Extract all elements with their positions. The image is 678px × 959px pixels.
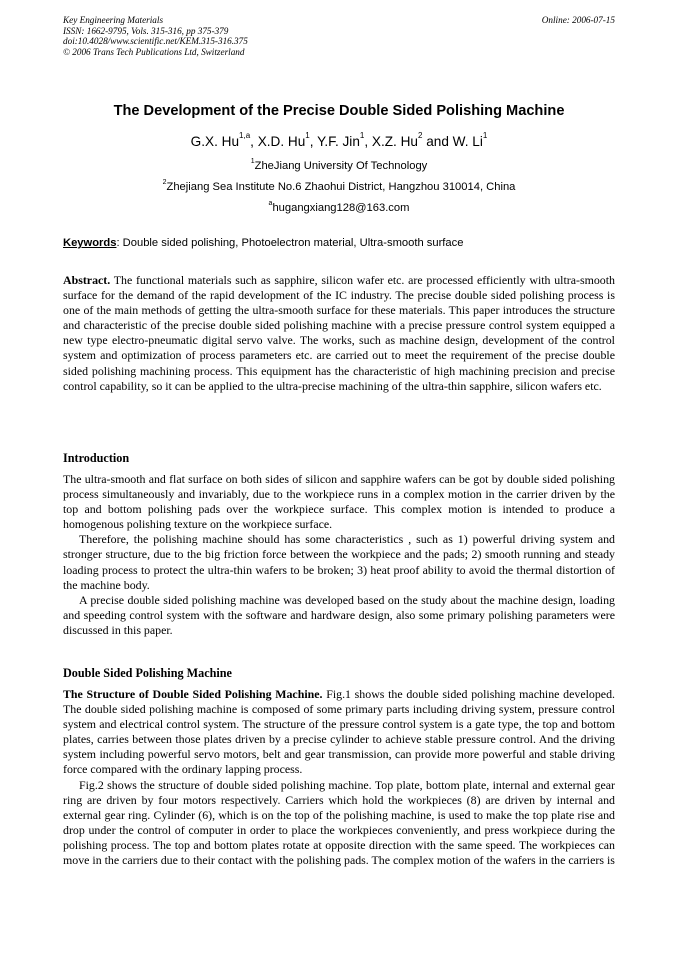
doi-line[interactable]: doi:10.4028/www.scientific.net/KEM.315-316.375	[63, 36, 248, 47]
section-machine-body	[63, 687, 615, 868]
machine-paragraph-2: Fig.2 shows the structure of double sided polishing machine. Top plate, bottom plate, internal and external gear ring are driven by four motors respectively. Carriers which hold the workpieces (8) are driven by internal and external gear ring. Cylinder (6), which is on the top of the polishing machine, is used to make the top plate rise and drop under the control of computer in order to place the workpieces conveniently, and press workpiece during the polishing process. The top and bottom plates rotate at opposite direction with the same speed. The workpieces can move in the carriers due to their contact with the polishing pads. The complex motion of the wafers in the carriers is	[63, 777, 615, 868]
author-sep: and	[422, 134, 453, 149]
author-name: W. Li	[452, 134, 483, 149]
machine-paragraph-1-text: Fig.1 shows the double sided polishing machine developed. The double sided polishing machine is composed of some primary parts including driving system, pressure control system and electrical control system. The structure of the pressure control system is a gate type, the top and bottom plates, carries between those plates driven by a precise cylinder to achieve stable pressure control. And the driving system including powerful servo motors, belt and gear transmission, can provide more powerful and stable driving force compared with the ordinary lapping process.	[63, 687, 615, 777]
author-sup: 1	[305, 131, 310, 140]
author-sup: 2	[417, 131, 423, 140]
keywords-line	[63, 237, 623, 249]
author-name: Y.F. Jin	[317, 134, 360, 149]
affiliation-text: Zhejiang Sea Institute No.6 Zhaohui District, Hangzhou 310014, China	[166, 181, 516, 193]
affiliation-sup: 2	[162, 179, 167, 186]
issn-line: ISSN: 1662-9795, Vols. 315-316, pp 375-379	[63, 25, 229, 36]
email-text[interactable]: hugangxiang128@163.com	[272, 202, 410, 214]
machine-paragraph-1	[63, 687, 615, 778]
abstract-text: The functional materials such as sapphire, silicon wafer etc. are processed efficiently with ultra-smooth surface for the demand of the rapid development of the IC industry. The precise double sided polishing process is one of the main methods of getting the ultra-smooth surface for these materials. This paper introduces the structure and characteristic of the precise double sided polishing machine with a precise pressure control system equipped a new type electro-pneumatic digital servo valve. The works, such as machine design, development of the control system and optimization of process parameters etc. are carried out to meet the requirement of the precise double sided polishing machining process. This equipment has the characteristic of high machining precision and precise control capability, so it can be applied to the ultra-precise machining of the ultra-thin sapphire, silicon wafers etc.	[63, 273, 615, 393]
abstract-label: Abstract.	[63, 273, 111, 287]
structure-subheading: The Structure of Double Sided Polishing Machine.	[63, 687, 323, 701]
intro-paragraph-3: A precise double sided polishing machine was developed based on the study about the machine design, loading and speeding control system with the software and hardware design, also some primary polishing parameters were discussed in this paper.	[63, 592, 615, 637]
author-sep: ,	[309, 134, 318, 149]
introduction-heading: Introduction	[63, 451, 130, 465]
affiliation-1	[40, 160, 638, 172]
email-sup: a	[268, 200, 273, 207]
author-name: X.D. Hu	[257, 134, 306, 149]
section-heading-machine: Double Sided Polishing Machine	[63, 666, 232, 680]
author-name: X.Z. Hu	[371, 134, 418, 149]
author-sep: ,	[364, 134, 372, 149]
keywords-label: Keywords	[63, 237, 117, 249]
author-sup: 1	[359, 131, 365, 140]
journal-name: Key Engineering Materials	[63, 15, 164, 25]
copyright-line: © 2006 Trans Tech Publications Ltd, Switzerland	[63, 46, 245, 57]
keywords-text: : Double sided polishing, Photoelectron material, Ultra-smooth surface	[116, 237, 464, 249]
author-list	[40, 131, 638, 149]
introduction-body	[63, 472, 615, 638]
online-date: Online: 2006-07-15	[541, 15, 615, 25]
author-sep: ,	[250, 134, 258, 149]
affiliation-text: ZheJiang University Of Technology	[254, 160, 428, 172]
intro-paragraph-2: Therefore, the polishing machine should has some characteristics , such as 1) powerful driving system and stronger structure, due to the big friction force between the workpiece and the pads; 2) smooth running and steady loading process to protect the ultra-thin wafers to be broken; 3) heat proof ability to avoid the thermal distortion of the machine body.	[63, 532, 615, 592]
paper-title: The Development of the Precise Double Sided Polishing Machine	[113, 103, 565, 119]
affiliation-2	[40, 181, 638, 193]
author-sup: 1,a	[239, 131, 251, 140]
author-email	[40, 202, 638, 214]
author-name: G.X. Hu	[190, 134, 240, 149]
intro-paragraph-1: The ultra-smooth and flat surface on both sides of silicon and sapphire wafers can be got by double sided polishing process simultaneously and invariably, due to the workpiece runs in a complex motion in the carrier driven by the top and bottom polishing pads over the workpiece surface. This complex motion is intended to produce a homogenous polishing texture on the workpiece surface.	[63, 472, 615, 532]
journal-header	[63, 15, 615, 57]
abstract	[63, 273, 615, 394]
author-sup: 1	[482, 131, 488, 140]
affiliation-sup: 1	[250, 158, 255, 165]
